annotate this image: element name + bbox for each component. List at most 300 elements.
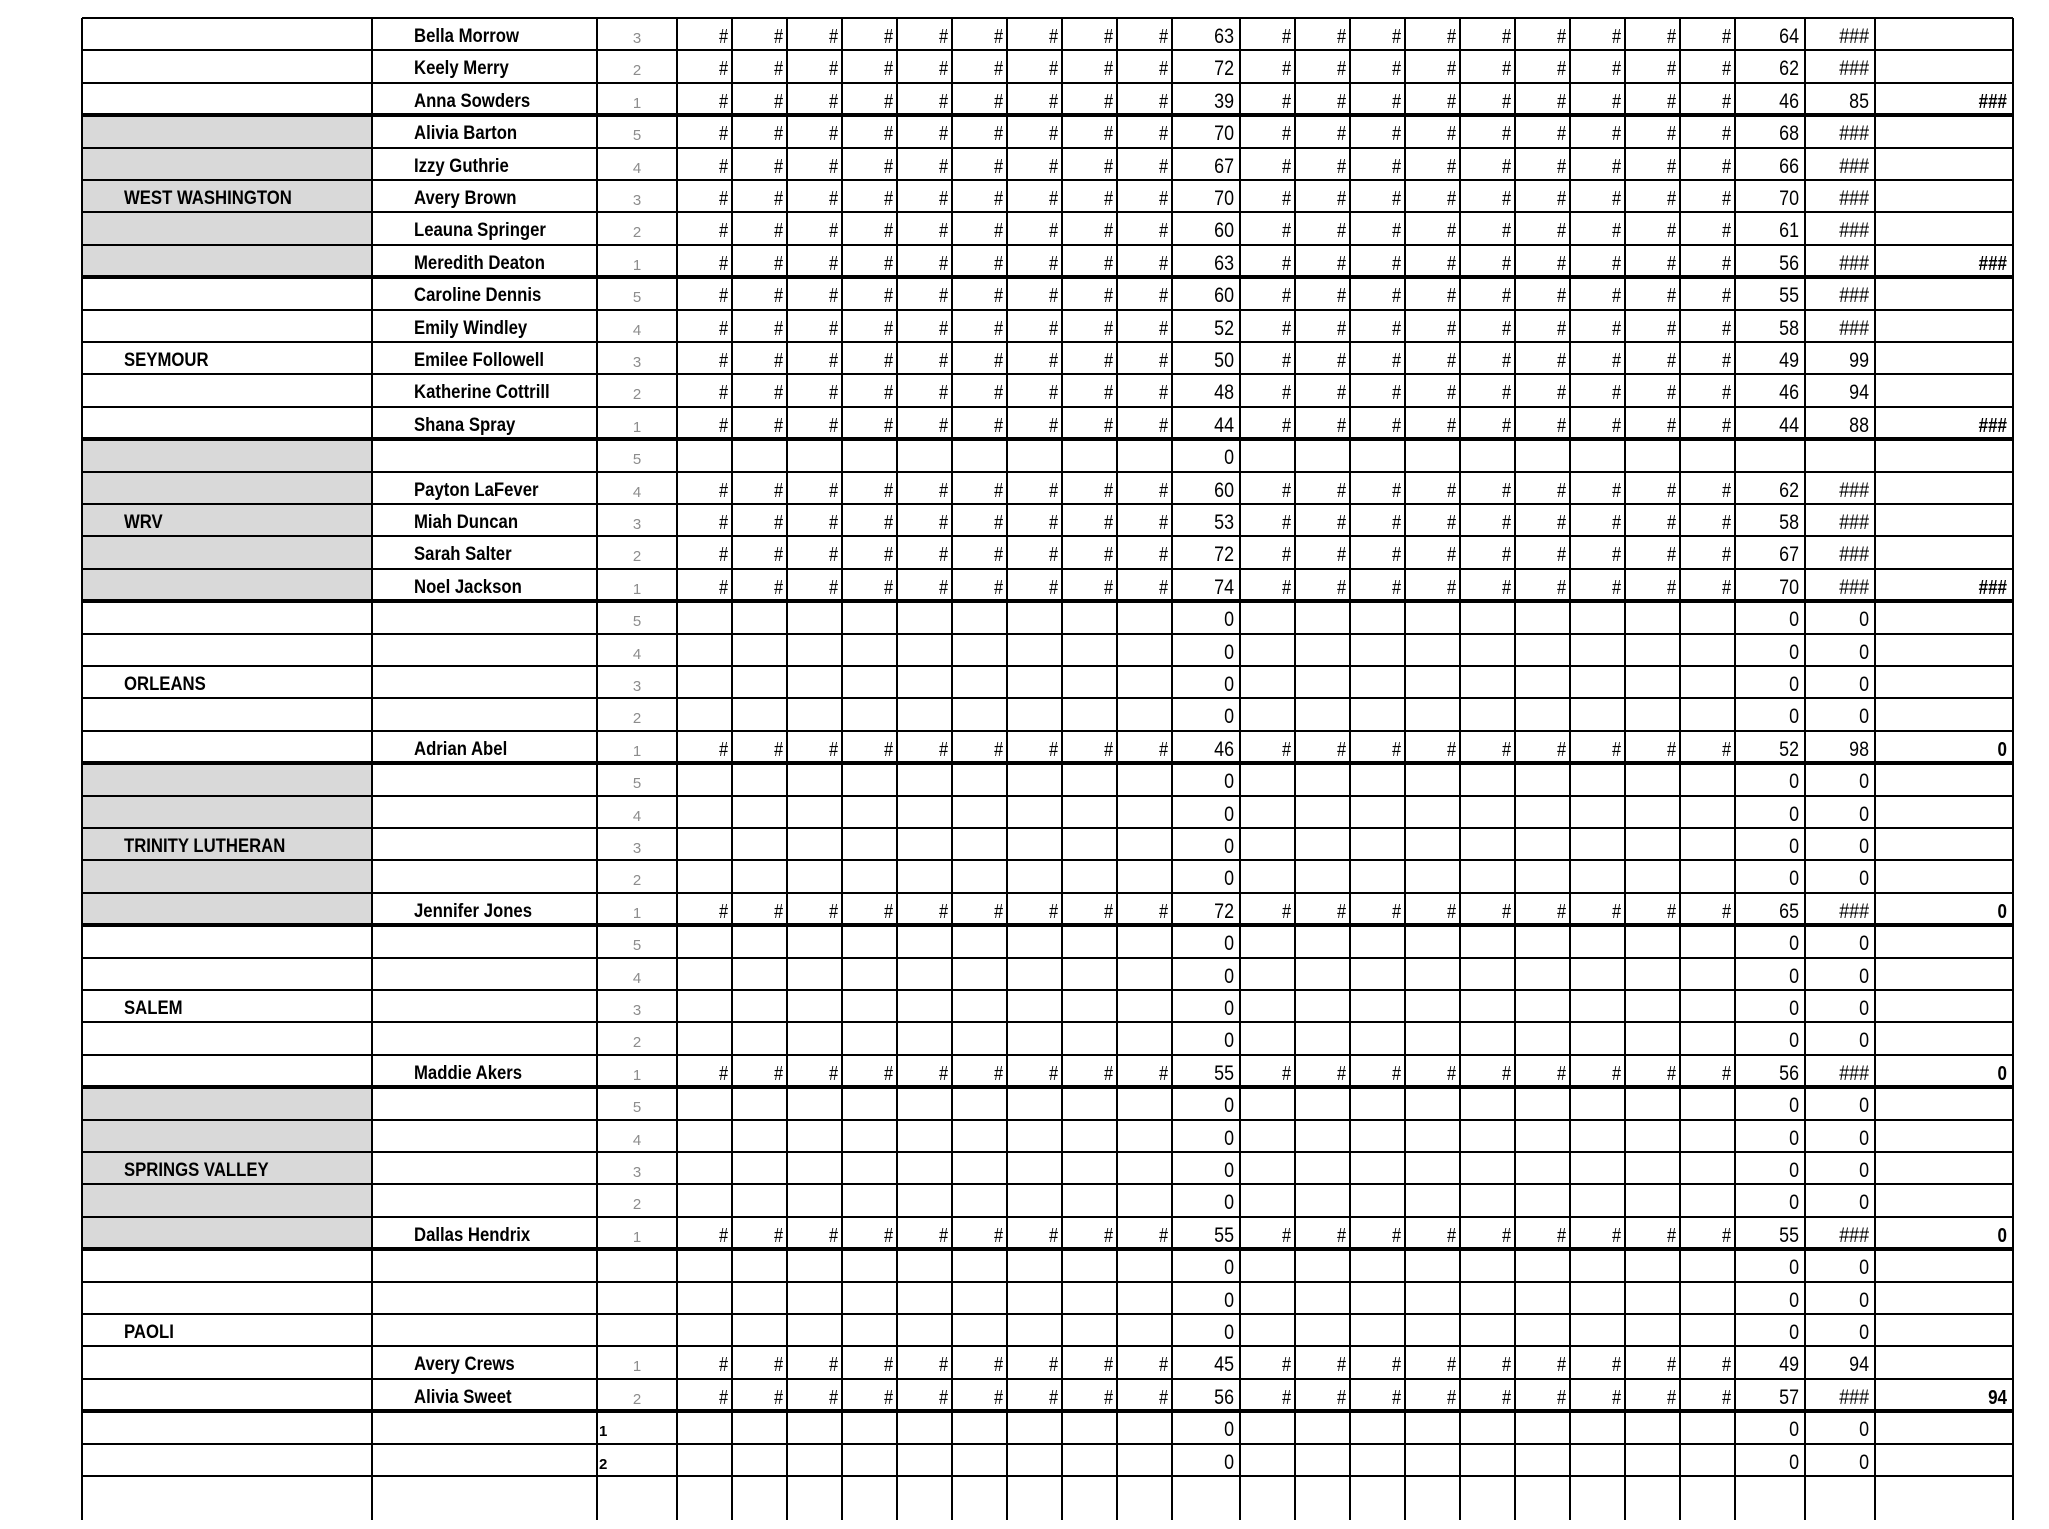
round-total: 0 [1859, 1095, 1869, 1117]
back-nine-hole-score: # [1392, 576, 1401, 599]
position-number: 2 [599, 1455, 608, 1473]
front-nine-total: 53 [1214, 511, 1234, 534]
golfer-name: Katherine Cottrill [414, 382, 550, 404]
back-nine-hole-score: # [1337, 414, 1346, 437]
golfer-name: Alivia Sweet [414, 1386, 512, 1408]
front-nine-hole-score: # [774, 285, 783, 308]
back-nine-hole-score: # [1502, 1062, 1511, 1085]
golfer-name: Dallas Hendrix [414, 1224, 531, 1246]
position-number: 2 [632, 1034, 642, 1052]
back-nine-hole-score: # [1502, 155, 1511, 178]
back-nine-hole-score: # [1502, 900, 1511, 923]
back-nine-hole-score: # [1502, 285, 1511, 308]
front-nine-hole-score: # [719, 90, 728, 113]
round-total: 94 [1849, 1354, 1869, 1376]
front-nine-hole-score: # [829, 252, 838, 275]
front-nine-hole-score: # [1104, 123, 1113, 146]
back-nine-hole-score: # [1722, 900, 1731, 923]
back-nine-total: 64 [1779, 25, 1799, 48]
front-nine-hole-score: # [829, 382, 838, 405]
golfer-name: Avery Crews [414, 1354, 515, 1376]
front-nine-hole-score: # [774, 220, 783, 243]
column-gridline [1804, 18, 1806, 1520]
front-nine-hole-score: # [939, 479, 948, 502]
back-nine-hole-score: # [1722, 252, 1731, 275]
back-nine-total: 0 [1789, 705, 1799, 729]
front-nine-hole-score: # [939, 58, 948, 81]
back-nine-hole-score: # [1282, 1354, 1291, 1377]
back-nine-hole-score: # [1612, 155, 1621, 178]
front-nine-hole-score: # [774, 252, 783, 275]
back-nine-hole-score: # [1667, 26, 1676, 48]
front-nine-hole-score: # [1159, 26, 1168, 48]
back-nine-hole-score: # [1667, 123, 1676, 146]
front-nine-hole-score: # [1104, 155, 1113, 178]
front-nine-hole-score: # [1104, 252, 1113, 275]
column-gridline [371, 18, 373, 1520]
front-nine-hole-score: # [994, 900, 1003, 923]
front-nine-hole-score: # [939, 285, 948, 308]
front-nine-total: 0 [1224, 446, 1234, 470]
front-nine-hole-score: # [994, 188, 1003, 210]
back-nine-hole-score: # [1337, 220, 1346, 243]
front-nine-hole-score: # [884, 479, 893, 502]
back-nine-hole-score: # [1282, 26, 1291, 48]
front-nine-hole-score: # [1104, 220, 1113, 243]
front-nine-hole-score: # [1104, 738, 1113, 761]
back-nine-hole-score: # [1667, 738, 1676, 761]
back-nine-hole-score: # [1667, 90, 1676, 113]
front-nine-hole-score: # [1104, 479, 1113, 502]
back-nine-hole-score: # [1337, 26, 1346, 48]
front-nine-hole-score: # [719, 220, 728, 243]
front-nine-hole-score: # [1104, 382, 1113, 405]
back-nine-total: 49 [1779, 1353, 1799, 1377]
back-nine-hole-score: # [1392, 414, 1401, 437]
front-nine-hole-score: # [1104, 26, 1113, 48]
front-nine-hole-score: # [1159, 285, 1168, 308]
column-gridline [841, 18, 843, 1520]
back-nine-hole-score: # [1667, 285, 1676, 308]
golfer-name: Avery Brown [414, 188, 517, 209]
front-nine-hole-score: # [1049, 317, 1058, 340]
front-nine-hole-score: # [774, 738, 783, 761]
position-number: 3 [632, 678, 642, 695]
front-nine-hole-score: # [1159, 1224, 1168, 1247]
back-nine-total: 70 [1779, 187, 1799, 210]
front-nine-hole-score: # [719, 382, 728, 405]
golfer-name: Keely Merry [414, 58, 509, 80]
position-number: 5 [632, 775, 642, 793]
back-nine-hole-score: # [1447, 1224, 1456, 1247]
back-nine-hole-score: # [1722, 1224, 1731, 1247]
back-nine-hole-score: # [1447, 58, 1456, 81]
round-total: 0 [1859, 1257, 1869, 1279]
front-nine-total: 0 [1224, 997, 1234, 1020]
back-nine-total: 55 [1779, 1223, 1799, 1247]
back-nine-hole-score: # [1337, 285, 1346, 308]
round-total: ### [1839, 188, 1869, 209]
back-nine-total: 62 [1779, 57, 1799, 81]
front-nine-total: 0 [1224, 835, 1234, 858]
front-nine-hole-score: # [719, 900, 728, 923]
back-nine-hole-score: # [1722, 317, 1731, 340]
column-gridline [2012, 18, 2014, 1520]
back-nine-hole-score: # [1502, 738, 1511, 761]
front-nine-hole-score: # [829, 350, 838, 372]
front-nine-hole-score: # [1049, 220, 1058, 243]
round-total: 0 [1859, 1451, 1869, 1473]
back-nine-hole-score: # [1557, 220, 1566, 243]
back-nine-hole-score: # [1447, 512, 1456, 534]
position-number: 2 [632, 62, 642, 80]
front-nine-hole-score: # [939, 1062, 948, 1085]
front-nine-hole-score: # [994, 58, 1003, 81]
front-nine-hole-score: # [1104, 90, 1113, 113]
round-total: ### [1839, 1224, 1869, 1246]
front-nine-hole-score: # [884, 350, 893, 372]
back-nine-hole-score: # [1392, 317, 1401, 340]
back-nine-hole-score: # [1722, 285, 1731, 308]
front-nine-hole-score: # [774, 90, 783, 113]
front-nine-hole-score: # [1104, 1224, 1113, 1247]
front-nine-hole-score: # [1104, 188, 1113, 210]
front-nine-hole-score: # [884, 26, 893, 48]
back-nine-total: 0 [1789, 1159, 1799, 1182]
back-nine-hole-score: # [1557, 382, 1566, 405]
front-nine-hole-score: # [774, 26, 783, 48]
back-nine-hole-score: # [1282, 188, 1291, 210]
front-nine-total: 0 [1224, 964, 1234, 988]
back-nine-hole-score: # [1447, 26, 1456, 48]
front-nine-hole-score: # [1049, 738, 1058, 761]
front-nine-hole-score: # [719, 1062, 728, 1085]
front-nine-total: 0 [1224, 673, 1234, 696]
back-nine-hole-score: # [1612, 1224, 1621, 1247]
front-nine-hole-score: # [1159, 90, 1168, 113]
back-nine-hole-score: # [1722, 155, 1731, 178]
back-nine-hole-score: # [1392, 1224, 1401, 1247]
front-nine-total: 48 [1214, 381, 1234, 405]
position-number: 1 [632, 256, 642, 274]
front-nine-hole-score: # [1049, 382, 1058, 405]
back-nine-hole-score: # [1722, 414, 1731, 437]
front-nine-total: 0 [1224, 1450, 1234, 1474]
front-nine-hole-score: # [829, 738, 838, 761]
back-nine-hole-score: # [1392, 285, 1401, 308]
column-gridline [951, 18, 953, 1520]
back-nine-hole-score: # [1722, 479, 1731, 502]
back-nine-hole-score: # [1447, 414, 1456, 437]
back-nine-total: 52 [1779, 737, 1799, 761]
front-nine-hole-score: # [1049, 414, 1058, 437]
front-nine-hole-score: # [829, 123, 838, 146]
column-gridline [1459, 18, 1461, 1520]
back-nine-hole-score: # [1392, 58, 1401, 81]
front-nine-total: 0 [1224, 640, 1234, 664]
front-nine-hole-score: # [774, 576, 783, 599]
back-nine-hole-score: # [1557, 576, 1566, 599]
back-nine-hole-score: # [1612, 544, 1621, 567]
front-nine-total: 56 [1214, 1385, 1234, 1409]
back-nine-hole-score: # [1722, 738, 1731, 761]
front-nine-hole-score: # [829, 155, 838, 178]
front-nine-total: 0 [1224, 1256, 1234, 1280]
team-total: 0 [1997, 738, 2007, 761]
column-gridline [81, 18, 83, 1520]
back-nine-total: 0 [1789, 1418, 1799, 1442]
position-number: 1 [632, 418, 642, 436]
back-nine-hole-score: # [1502, 479, 1511, 502]
front-nine-hole-score: # [1049, 512, 1058, 534]
back-nine-hole-score: # [1337, 188, 1346, 210]
back-nine-hole-score: # [1282, 414, 1291, 437]
column-gridline [1349, 18, 1351, 1520]
front-nine-hole-score: # [1049, 252, 1058, 275]
round-total: 0 [1859, 1192, 1869, 1214]
back-nine-hole-score: # [1722, 26, 1731, 48]
front-nine-hole-score: # [719, 1224, 728, 1247]
column-gridline [1061, 18, 1063, 1520]
school-name: ORLEANS [124, 674, 206, 695]
front-nine-hole-score: # [884, 58, 893, 81]
back-nine-hole-score: # [1392, 350, 1401, 372]
front-nine-hole-score: # [774, 512, 783, 534]
back-nine-hole-score: # [1392, 90, 1401, 113]
school-name: WRV [124, 512, 163, 533]
back-nine-hole-score: # [1337, 58, 1346, 81]
front-nine-hole-score: # [994, 155, 1003, 178]
back-nine-hole-score: # [1557, 26, 1566, 48]
back-nine-hole-score: # [1447, 738, 1456, 761]
front-nine-total: 0 [1224, 802, 1234, 826]
back-nine-hole-score: # [1282, 220, 1291, 243]
front-nine-hole-score: # [829, 1354, 838, 1377]
back-nine-hole-score: # [1612, 414, 1621, 437]
back-nine-hole-score: # [1557, 252, 1566, 275]
back-nine-hole-score: # [1557, 1386, 1566, 1409]
back-nine-hole-score: # [1502, 317, 1511, 340]
front-nine-hole-score: # [1159, 58, 1168, 81]
round-total: ### [1839, 544, 1869, 566]
front-nine-hole-score: # [829, 188, 838, 210]
front-nine-hole-score: # [939, 1354, 948, 1377]
front-nine-hole-score: # [994, 26, 1003, 48]
team-total: 94 [1988, 1386, 2007, 1409]
front-nine-hole-score: # [1049, 58, 1058, 81]
team-total: 0 [1997, 1224, 2007, 1247]
position-number: 1 [632, 1228, 642, 1246]
back-nine-hole-score: # [1447, 900, 1456, 923]
golfer-name: Emily Windley [414, 317, 528, 339]
back-nine-hole-score: # [1282, 123, 1291, 146]
front-nine-hole-score: # [829, 285, 838, 308]
front-nine-hole-score: # [774, 544, 783, 567]
back-nine-total: 0 [1789, 673, 1799, 696]
round-total: ### [1839, 576, 1869, 598]
back-nine-hole-score: # [1337, 576, 1346, 599]
front-nine-hole-score: # [994, 1224, 1003, 1247]
round-total: 0 [1859, 1289, 1869, 1311]
front-nine-hole-score: # [774, 317, 783, 340]
front-nine-total: 72 [1214, 57, 1234, 81]
back-nine-hole-score: # [1392, 1386, 1401, 1409]
back-nine-hole-score: # [1667, 1354, 1676, 1377]
golfer-name: Meredith Deaton [414, 252, 545, 274]
back-nine-hole-score: # [1557, 58, 1566, 81]
back-nine-hole-score: # [1392, 155, 1401, 178]
front-nine-hole-score: # [829, 479, 838, 502]
school-name: SPRINGS VALLEY [124, 1160, 269, 1181]
front-nine-hole-score: # [939, 188, 948, 210]
golfer-name: Adrian Abel [414, 738, 508, 760]
position-number: 1 [632, 94, 642, 112]
position-number: 1 [632, 904, 642, 922]
back-nine-hole-score: # [1337, 350, 1346, 372]
front-nine-hole-score: # [1159, 252, 1168, 275]
back-nine-hole-score: # [1722, 576, 1731, 599]
back-nine-hole-score: # [1667, 188, 1676, 210]
front-nine-hole-score: # [1049, 350, 1058, 372]
front-nine-hole-score: # [994, 123, 1003, 146]
back-nine-hole-score: # [1667, 512, 1676, 534]
round-total: 0 [1859, 1419, 1869, 1441]
front-nine-hole-score: # [939, 1386, 948, 1409]
front-nine-total: 0 [1224, 608, 1234, 632]
front-nine-hole-score: # [994, 252, 1003, 275]
back-nine-hole-score: # [1282, 317, 1291, 340]
back-nine-hole-score: # [1502, 58, 1511, 81]
back-nine-hole-score: # [1337, 1386, 1346, 1409]
position-number: 4 [632, 321, 642, 339]
column-gridline [1679, 18, 1681, 1520]
front-nine-hole-score: # [994, 382, 1003, 405]
front-nine-hole-score: # [1049, 900, 1058, 923]
column-gridline [1294, 18, 1296, 1520]
round-total: 0 [1859, 836, 1869, 857]
front-nine-total: 44 [1214, 413, 1234, 437]
back-nine-hole-score: # [1612, 317, 1621, 340]
front-nine-hole-score: # [719, 252, 728, 275]
back-nine-hole-score: # [1502, 1224, 1511, 1247]
round-total: 0 [1859, 1127, 1869, 1149]
back-nine-hole-score: # [1502, 544, 1511, 567]
column-gridline [1514, 18, 1516, 1520]
back-nine-hole-score: # [1612, 90, 1621, 113]
back-nine-hole-score: # [1337, 1224, 1346, 1247]
back-nine-hole-score: # [1337, 123, 1346, 146]
back-nine-hole-score: # [1392, 252, 1401, 275]
front-nine-hole-score: # [1049, 1062, 1058, 1085]
front-nine-hole-score: # [719, 479, 728, 502]
back-nine-hole-score: # [1557, 317, 1566, 340]
front-nine-total: 0 [1224, 1126, 1234, 1150]
front-nine-hole-score: # [994, 576, 1003, 599]
back-nine-hole-score: # [1667, 900, 1676, 923]
front-nine-hole-score: # [884, 188, 893, 210]
back-nine-hole-score: # [1282, 900, 1291, 923]
back-nine-hole-score: # [1502, 90, 1511, 113]
back-nine-hole-score: # [1722, 350, 1731, 372]
back-nine-total: 66 [1779, 154, 1799, 178]
round-total: 0 [1859, 1030, 1869, 1052]
front-nine-hole-score: # [1049, 1224, 1058, 1247]
front-nine-hole-score: # [719, 285, 728, 308]
front-nine-hole-score: # [1049, 479, 1058, 502]
front-nine-hole-score: # [774, 382, 783, 405]
back-nine-hole-score: # [1722, 58, 1731, 81]
back-nine-hole-score: # [1447, 382, 1456, 405]
back-nine-total: 0 [1789, 1094, 1799, 1118]
round-total: ### [1839, 220, 1869, 242]
front-nine-hole-score: # [719, 1354, 728, 1377]
back-nine-hole-score: # [1282, 90, 1291, 113]
back-nine-hole-score: # [1392, 1354, 1401, 1377]
back-nine-hole-score: # [1502, 576, 1511, 599]
front-nine-hole-score: # [1049, 123, 1058, 146]
team-total: ### [1978, 414, 2007, 437]
back-nine-hole-score: # [1502, 414, 1511, 437]
back-nine-hole-score: # [1447, 544, 1456, 567]
back-nine-hole-score: # [1722, 1354, 1731, 1377]
front-nine-hole-score: # [1159, 1386, 1168, 1409]
back-nine-hole-score: # [1722, 382, 1731, 405]
back-nine-hole-score: # [1392, 900, 1401, 923]
front-nine-hole-score: # [994, 738, 1003, 761]
round-total: 0 [1859, 965, 1869, 987]
front-nine-hole-score: # [719, 317, 728, 340]
back-nine-hole-score: # [1667, 350, 1676, 372]
golfer-name: Sarah Salter [414, 544, 512, 566]
back-nine-total: 46 [1779, 89, 1799, 113]
front-nine-total: 70 [1214, 187, 1234, 210]
back-nine-hole-score: # [1667, 1062, 1676, 1085]
back-nine-hole-score: # [1447, 1386, 1456, 1409]
front-nine-hole-score: # [774, 1062, 783, 1085]
position-number: 2 [632, 386, 642, 404]
front-nine-total: 0 [1224, 1159, 1234, 1182]
back-nine-hole-score: # [1337, 900, 1346, 923]
position-number: 1 [632, 1358, 642, 1376]
back-nine-hole-score: # [1667, 155, 1676, 178]
front-nine-total: 46 [1214, 737, 1234, 761]
front-nine-hole-score: # [884, 317, 893, 340]
front-nine-hole-score: # [994, 479, 1003, 502]
position-number: 4 [632, 159, 642, 177]
back-nine-hole-score: # [1557, 123, 1566, 146]
back-nine-hole-score: # [1667, 1224, 1676, 1247]
front-nine-hole-score: # [1159, 350, 1168, 372]
front-nine-hole-score: # [994, 512, 1003, 534]
back-nine-total: 56 [1779, 1061, 1799, 1085]
front-nine-hole-score: # [719, 350, 728, 372]
position-number: 2 [632, 1390, 642, 1408]
back-nine-hole-score: # [1557, 1062, 1566, 1085]
back-nine-total: 0 [1789, 1126, 1799, 1150]
back-nine-hole-score: # [1557, 738, 1566, 761]
front-nine-hole-score: # [774, 188, 783, 210]
front-nine-hole-score: # [829, 544, 838, 567]
front-nine-hole-score: # [719, 123, 728, 146]
back-nine-hole-score: # [1392, 479, 1401, 502]
back-nine-hole-score: # [1447, 220, 1456, 243]
back-nine-total: 0 [1789, 1191, 1799, 1215]
front-nine-hole-score: # [884, 285, 893, 308]
position-number: 3 [632, 30, 642, 47]
back-nine-hole-score: # [1447, 155, 1456, 178]
back-nine-total: 56 [1779, 251, 1799, 275]
back-nine-hole-score: # [1447, 1354, 1456, 1377]
